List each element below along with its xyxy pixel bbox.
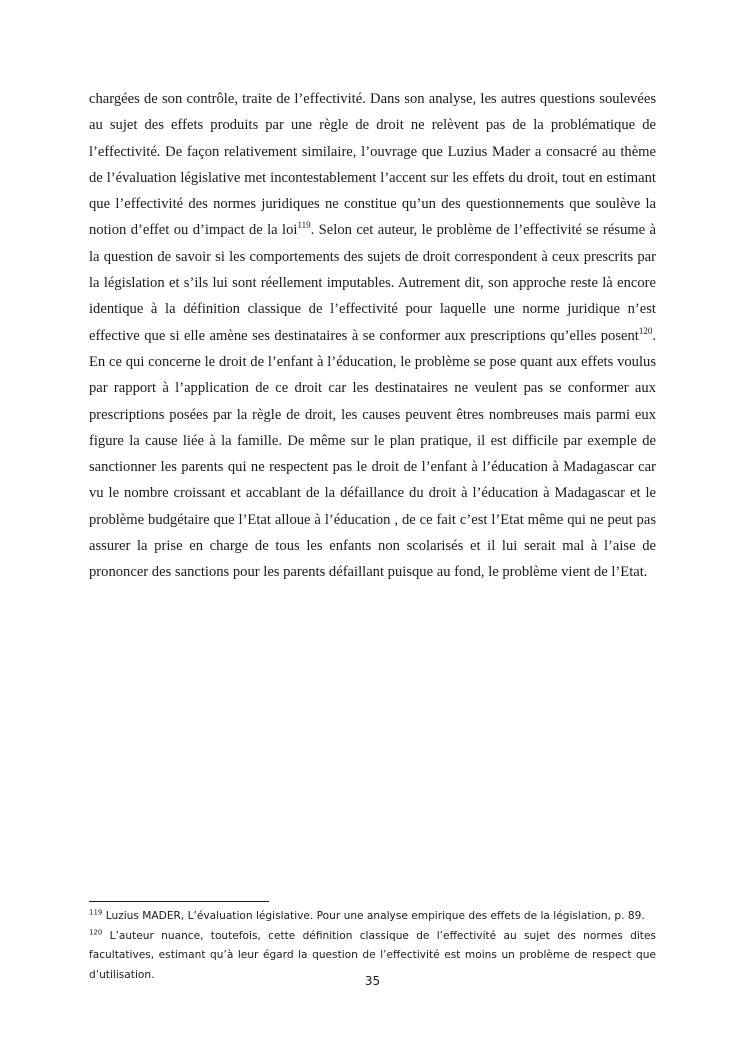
footnote-separator [89, 901, 269, 902]
footnote-number: 120 [89, 927, 103, 936]
page-number: 35 [364, 974, 381, 988]
footnote-119 [89, 907, 656, 927]
footnote-ref-120: 120 [638, 325, 653, 336]
body-text-part-1: chargées de son contrôle, traite de l’effectivité. Dans son analyse, les autres questions soulevées au sujet des effets produits par une règle de droit ne relèvent pas de la problématique de l’effectivité. De façon relativement similaire, l’ouvrage que Luzius Mader a consacré au thème de l’évaluation législative met incontestablement l’accent sur les effets du droit, tout en estimant que l’effectivité des normes juridiques ne constitue qu’un des questionnements que soulève la notion d’effet ou d’impact de la loi [89, 91, 656, 239]
footnote-text: Luzius MADER, L’évaluation législative. Pour une analyse empirique des effets de la législation, p. 89. [102, 910, 645, 922]
body-paragraph [89, 86, 656, 586]
footnote-text: L’auteur nuance, toutefois, cette définition classique de l’effectivité au sujet des normes dites facultatives, estimant qu’à leur égard la question de l’effectivité est moins un problème de respect que d’utilisation. [89, 929, 656, 981]
body-text-part-3: . En ce qui concerne le droit de l’enfant à l’éducation, le problème se pose quant aux effets voulus par rapport à l’application de ce droit car les destinataires ne veulent pas se conformer aux prescriptions posées par la règle de droit, les causes peuvent êtres nombreuses mais parmi eux figure la cause liée à la famille. De même sur le plan pratique, il est difficile par exemple de sanctionner les parents qui ne respectent pas le droit de l’enfant à l’éducation à Madagascar car vu le nombre croissant et accablant de la défaillance du droit à l’éducation à Madagascar et le problème budgétaire que l’Etat alloue à l’éducation , de ce fait c’est l’Etat même qui ne peut pas assurer la prise en charge de tous les enfants non scolarisés et il lui serait mal à l’aise de prononcer des sanctions pour les parents défaillant puisque au fond, le problème vient de l’Etat. [89, 327, 656, 581]
footnote-number: 119 [89, 908, 103, 917]
body-text-part-2: . Selon cet auteur, le problème de l’effectivité se résume à la question de savoir si les comportements des sujets de droit correspondent à ceux prescrits par la législation et s’ils lui sont réellement imputables. Autrement dit, son approche reste là encore identique à la définition classique de l’effectivité pour laquelle une norme juridique n’est effective que si elle amène ses destinataires à se conformer aux prescriptions qu’elles posent [89, 222, 656, 344]
footnote-ref-119: 119 [297, 220, 311, 231]
